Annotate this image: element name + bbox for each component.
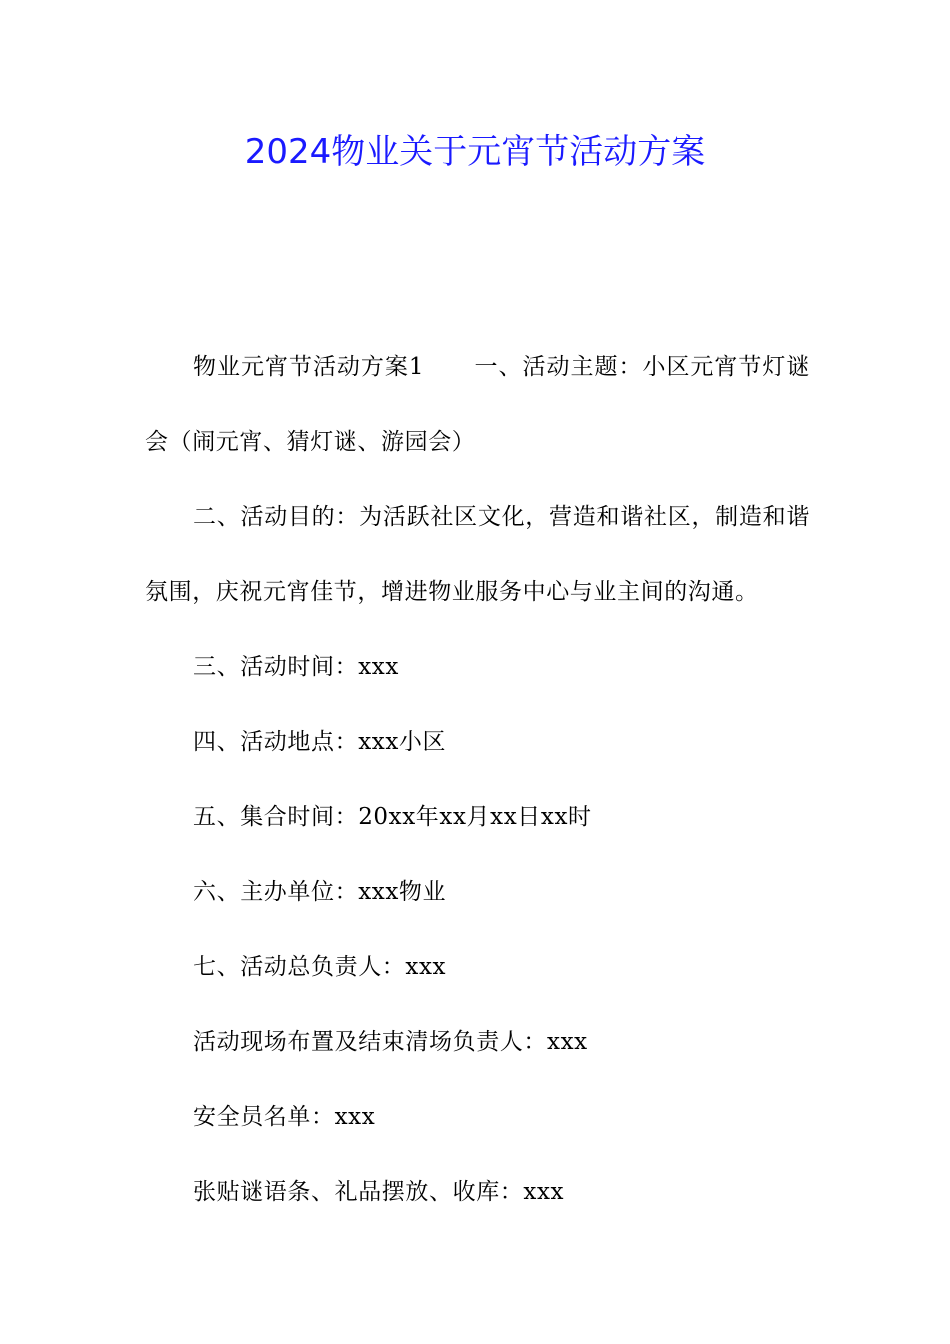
paragraph-chief: 七、活动总负责人：xxx — [193, 954, 447, 980]
paragraph-time: 三、活动时间：xxx — [193, 654, 399, 680]
document-body — [145, 330, 810, 1230]
theme-text: 一、活动主题：小区元宵节灯谜会（闹元宵、猜灯谜、游园会） — [145, 354, 810, 455]
plan-heading: 物业元宵节活动方案1 — [193, 354, 425, 380]
paragraph-organizer: 六、主办单位：xxx物业 — [193, 879, 447, 905]
paragraph-setup-lead: 活动现场布置及结束清场负责人：xxx — [193, 1029, 588, 1055]
paragraph-gathering-time: 五、集合时间：20xx年xx月xx日xx时 — [193, 804, 592, 830]
document-title: 2024物业关于元宵节活动方案 — [244, 132, 706, 172]
paragraph-theme — [145, 330, 810, 480]
paragraph-purpose: 二、活动目的：为活跃社区文化，营造和谐社区，制造和谐氛围，庆祝元宵佳节，增进物业服务中心与业主间的沟通。 — [145, 504, 810, 605]
paragraph-riddles: 张贴谜语条、礼品摆放、收库：xxx — [193, 1179, 565, 1205]
paragraph-location: 四、活动地点：xxx小区 — [193, 729, 447, 755]
paragraph-safety: 安全员名单：xxx — [193, 1104, 376, 1130]
